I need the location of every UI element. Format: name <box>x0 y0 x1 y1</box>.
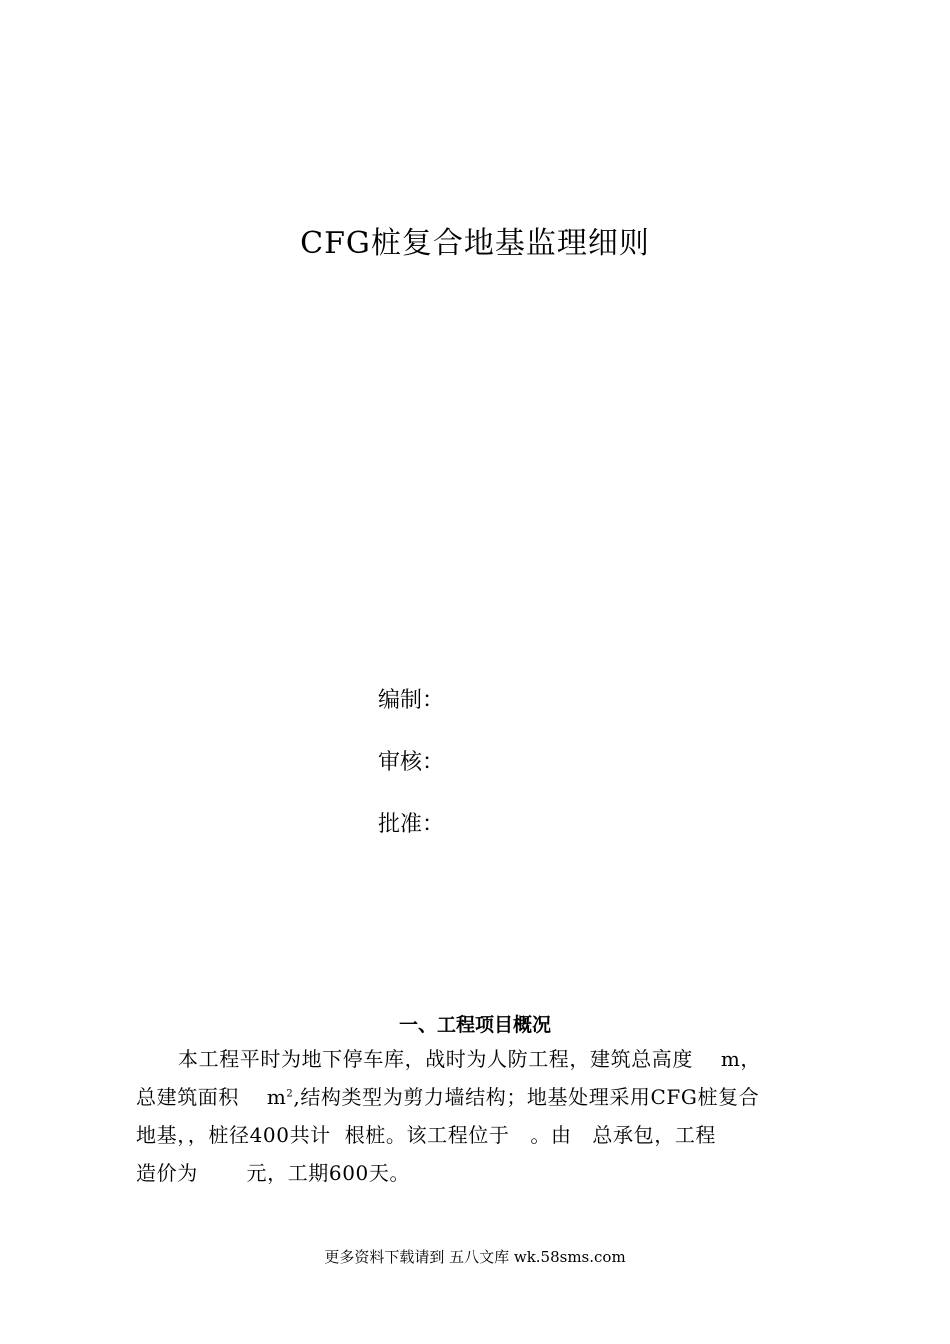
reviewed-by-label: 审核： <box>378 750 445 775</box>
section-body <box>136 1040 816 1192</box>
paragraph-text: ,结构类型为剪力墙结构；地基处理采用CFG桩复合 <box>293 1085 760 1109</box>
paragraph-text: 总建筑面积 m <box>136 1085 287 1109</box>
section-heading: 一、工程项目概况 <box>398 1014 551 1036</box>
document-title: CFG桩复合地基监理细则 <box>300 226 650 261</box>
paragraph-line: 地基，，桩径400共计 根桩。该工程位于 。由 总承包，工程 <box>136 1123 717 1147</box>
signature-block <box>378 686 444 872</box>
paragraph-line: 本工程平时为地下停车库，战时为人防工程，建筑总高度 m， <box>178 1047 761 1071</box>
paragraph-line <box>136 1078 816 1116</box>
approved-by-label: 批准： <box>378 812 445 837</box>
footer-text: 更多资料下载请到 五八文库 wk.58sms.com <box>324 1248 626 1266</box>
compiled-by-label: 编制： <box>378 688 445 713</box>
paragraph-line: 造价为 元，工期600天。 <box>136 1161 411 1185</box>
superscript-two: 2 <box>286 1088 294 1100</box>
